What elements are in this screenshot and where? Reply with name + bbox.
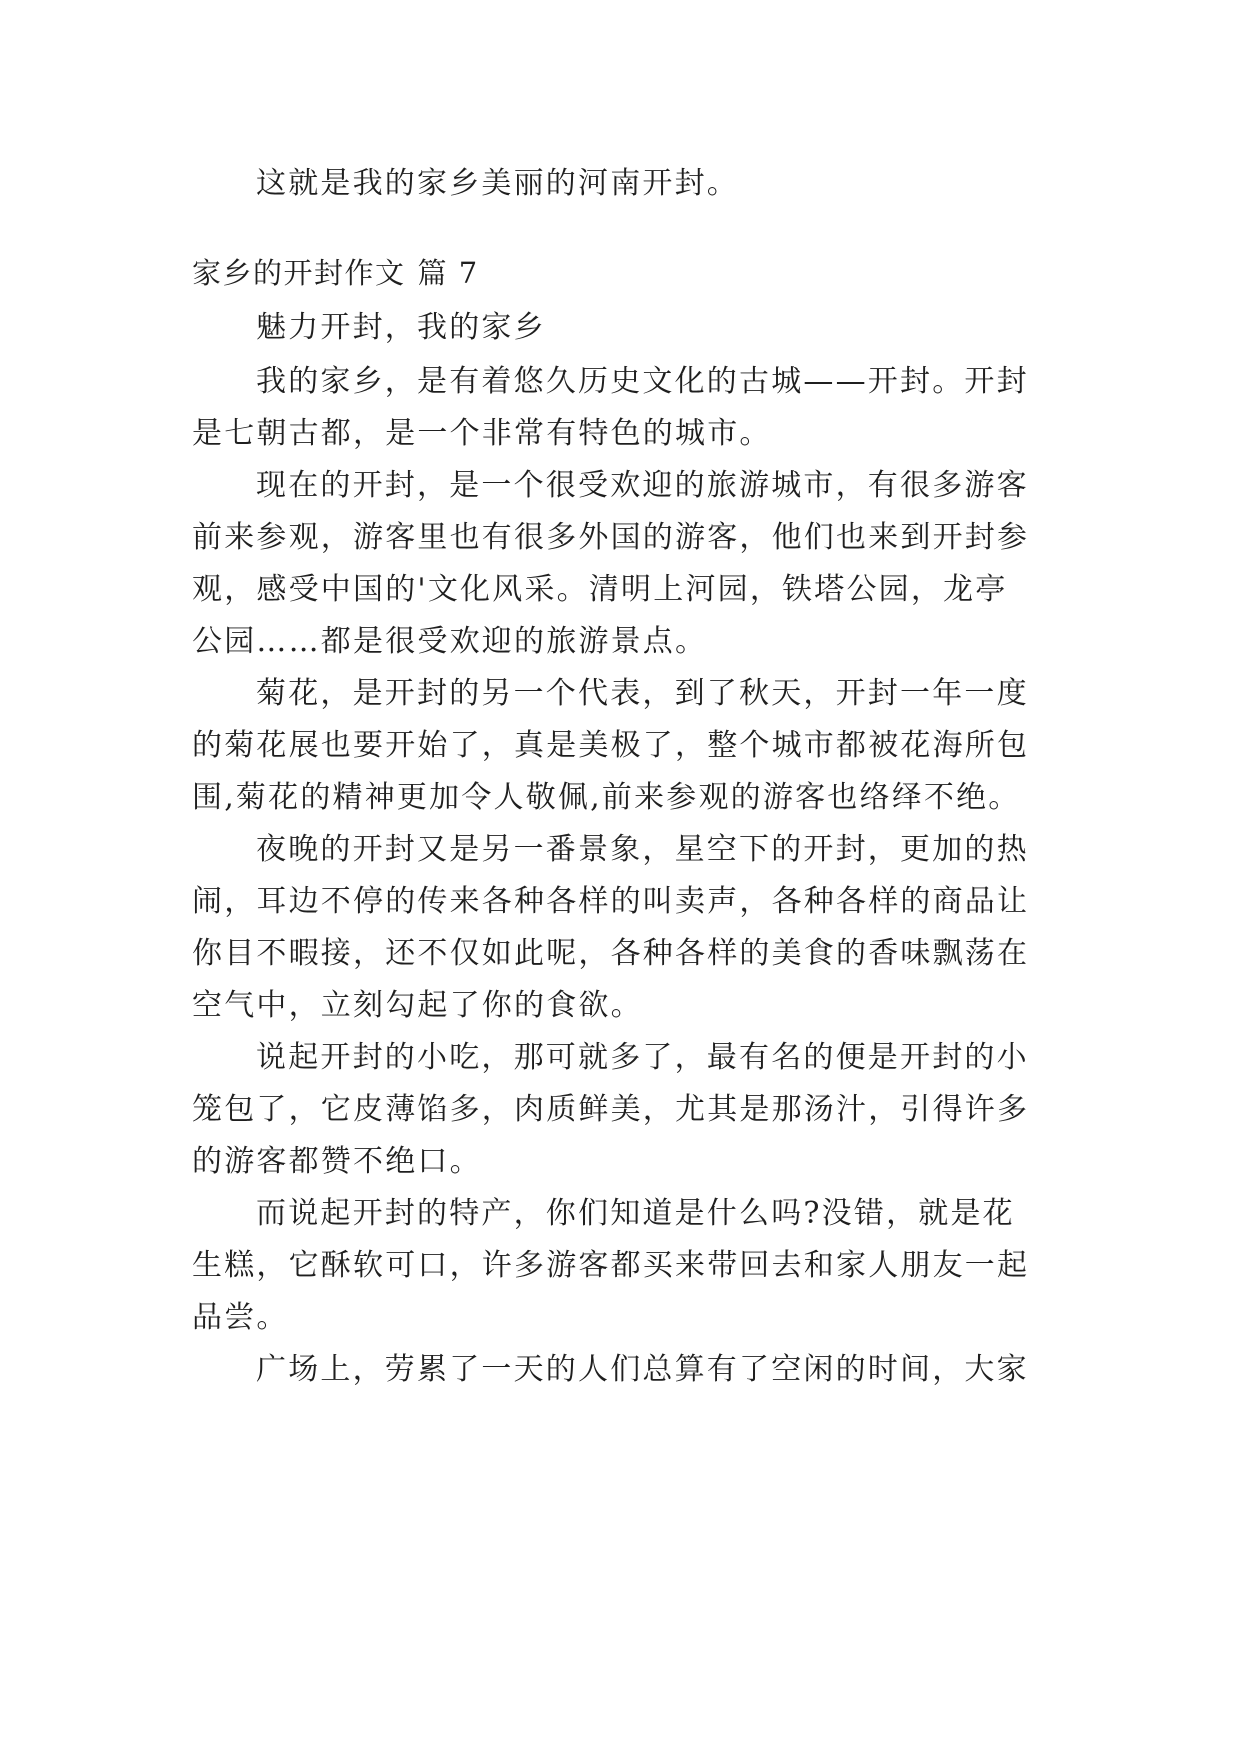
paragraph-line: 而说起开封的特产，你们知道是什么吗?没错，就是花 [256,1196,1015,1231]
paragraph-line: 的游客都赞不绝口。 [192,1144,482,1179]
paragraph-line: 品尝。 [192,1300,289,1335]
paragraph-line: 观，感受中国的'文化风采。清明上河园，铁塔公园，龙亭 [192,572,1008,607]
paragraph-line: 生糕，它酥软可口，许多游客都买来带回去和家人朋友一起 [192,1248,1030,1283]
paragraph-line: 围,菊花的精神更加令人敬佩,前来参观的游客也络绎不绝。 [192,780,1021,815]
essay-title: 魅力开封，我的家乡 [256,310,546,345]
paragraph-line: 你目不暇接，还不仅如此呢，各种各样的美食的香味飘荡在 [192,936,1030,971]
paragraph-line: 空气中，立刻勾起了你的食欲。 [192,988,643,1023]
paragraph-line: 公园……都是很受欢迎的旅游景点。 [192,624,708,659]
closing-sentence: 这就是我的家乡美丽的河南开封。 [256,166,739,201]
paragraph-line: 笼包了，它皮薄馅多，肉质鲜美，尤其是那汤汁，引得许多 [192,1092,1030,1127]
paragraph-line: 是七朝古都，是一个非常有特色的城市。 [192,416,772,451]
paragraph-line: 现在的开封，是一个很受欢迎的旅游城市，有很多游客 [256,468,1029,503]
paragraph-line: 前来参观，游客里也有很多外国的游客，他们也来到开封参 [192,520,1030,555]
section-heading [192,253,1052,293]
paragraph-line: 夜晚的开封又是另一番景象，星空下的开封，更加的热 [256,832,1029,867]
paragraph-line: 广场上，劳累了一天的人们总算有了空闲的时间，大家 [256,1352,1029,1387]
paragraph-line: 我的家乡，是有着悠久历史文化的古城——开封。开封 [256,364,1029,399]
paragraph-line: 菊花，是开封的另一个代表，到了秋天，开封一年一度 [256,676,1029,711]
section-heading-title: 家乡的开封作文 [192,256,406,290]
paragraph-line: 的菊花展也要开始了，真是美极了，整个城市都被花海所包 [192,728,1030,763]
section-heading-number: 篇 7 [417,256,479,290]
paragraph-line: 说起开封的小吃，那可就多了，最有名的便是开封的小 [256,1040,1029,1075]
paragraph-line: 闹，耳边不停的传来各种各样的叫卖声，各种各样的商品让 [192,884,1030,919]
